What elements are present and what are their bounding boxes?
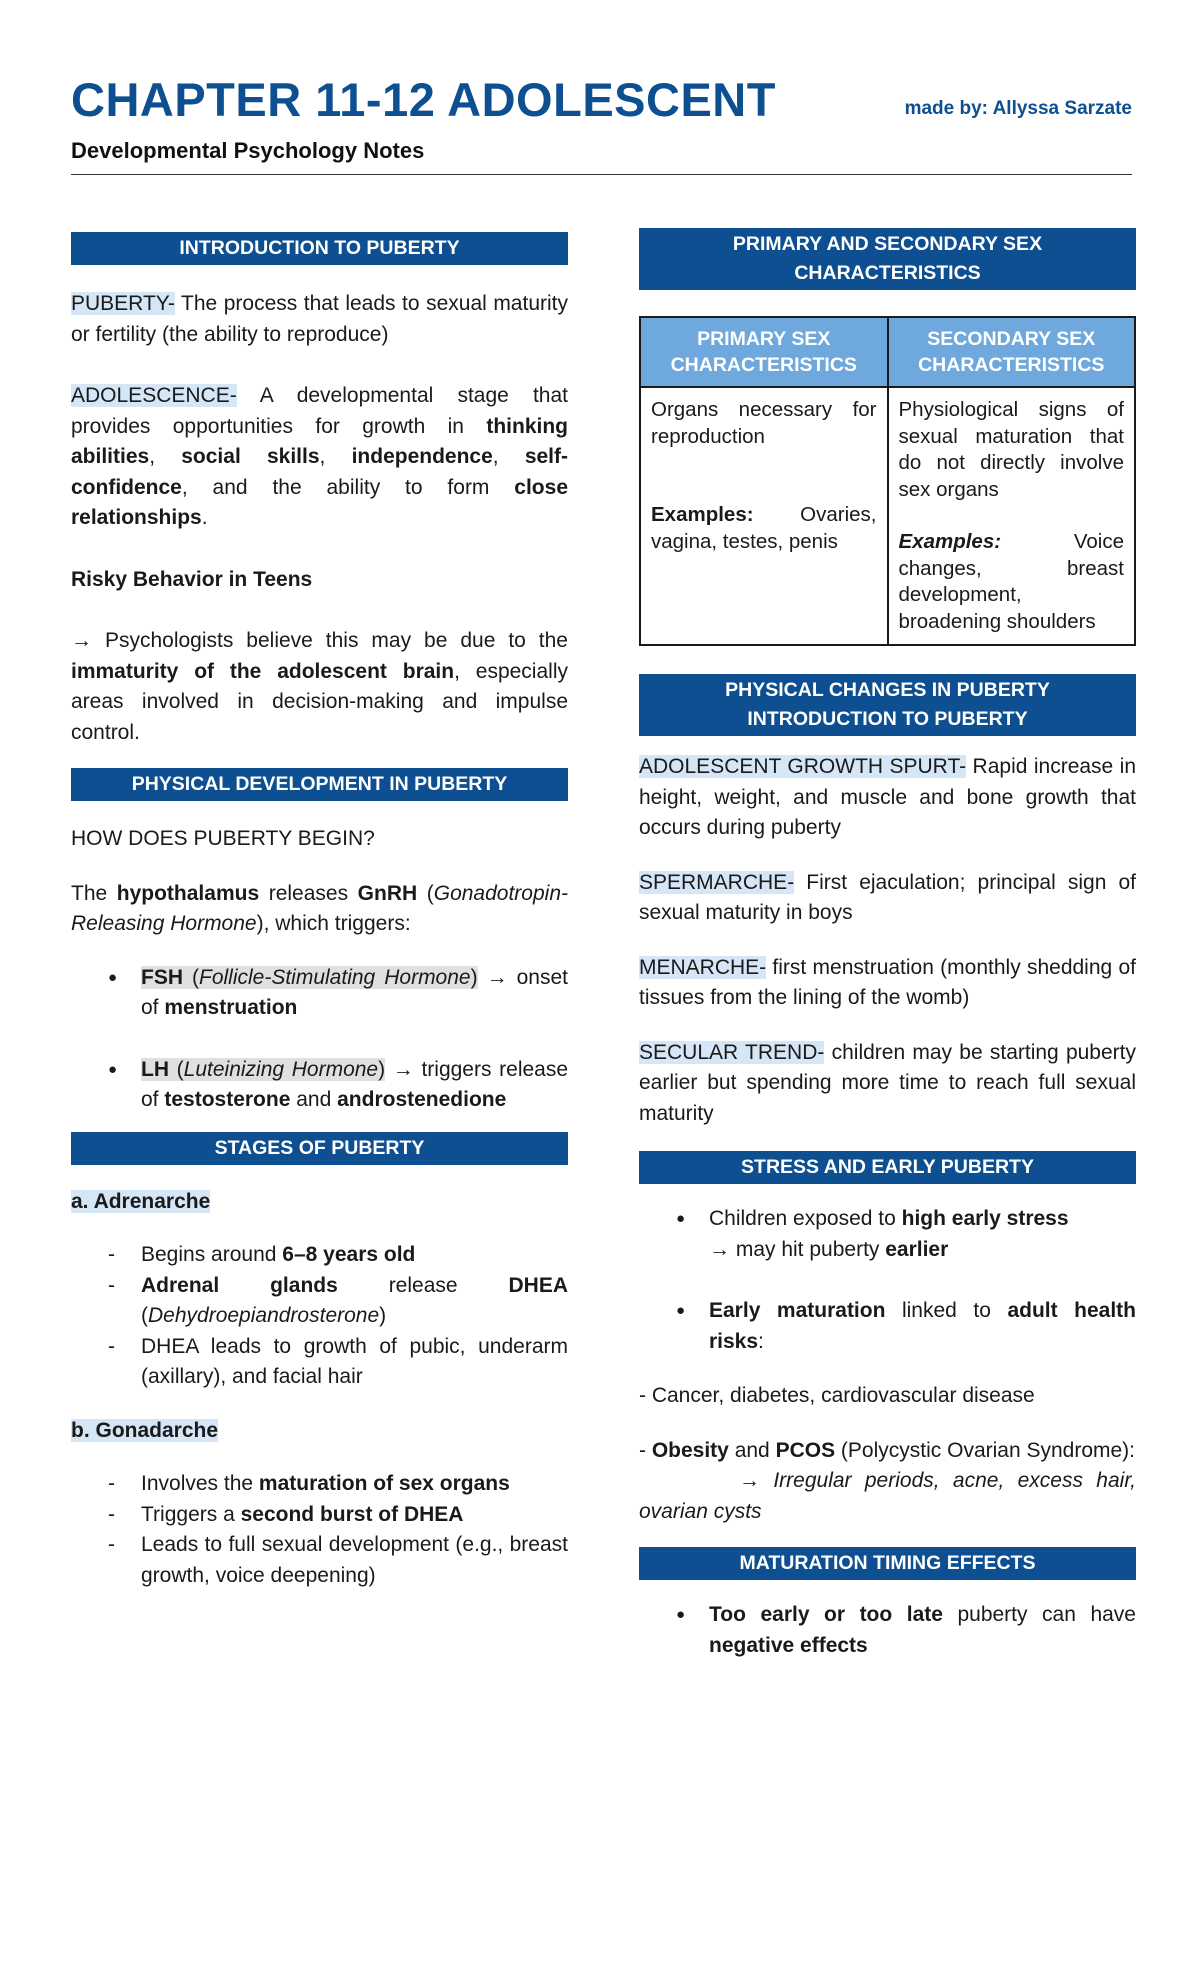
hypothalamus-text: The hypothalamus releases GnRH (Gonadotropin-Releasing Hormone), which triggers: [71, 881, 568, 935]
author-credit: made by: Allyssa Sarzate [904, 98, 1132, 119]
adolescence-definition: ADOLESCENCE- A developmental stage that provides opportunities for growth in thinking abilities, social skills, independence, self-confidence, and the ability to form close relationships. [71, 384, 569, 529]
hormone-list [71, 963, 568, 1116]
adrenarche-title: a. Adrenarche [71, 1189, 211, 1213]
list-item: - DHEA leads to growth of pubic, underarm (axillary), and facial hair [71, 1332, 568, 1393]
primary-column-header: PRIMARY SEX CHARACTERISTICS [640, 317, 888, 387]
timing-banner: MATURATION TIMING EFFECTS [639, 1547, 1136, 1580]
page-subtitle: Developmental Psychology Notes [71, 138, 425, 163]
physical-changes-banner: PHYSICAL CHANGES IN PUBERTY INTRODUCTION TO PUBERTY [639, 674, 1136, 736]
list-item: - Involves the maturation of sex organs [71, 1469, 568, 1500]
puberty-definition: PUBERTY- The process that leads to sexual maturity or fertility (the ability to reproduce) [71, 292, 568, 346]
stages-banner: STAGES OF PUBERTY [71, 1132, 568, 1165]
primary-cell: Organs necessary for reproduction Examples: Ovaries, vagina, testes, penis [640, 387, 888, 645]
health-risk-1: - Cancer, diabetes, cardiovascular disease [639, 1384, 1035, 1407]
list-item: ● Too early or too late puberty can have negative effects [639, 1600, 1136, 1661]
page-title: CHAPTER 11-12 ADOLESCENT [71, 73, 776, 126]
menarche-definition: MENARCHE- first menstruation (monthly shedding of tissues from the lining of the womb) [639, 955, 1136, 1009]
adrenarche-list [71, 1240, 568, 1393]
header-divider [71, 174, 1132, 175]
list-item: - Begins around 6–8 years old [71, 1240, 568, 1271]
growth-spurt-definition: ADOLESCENT GROWTH SPURT- Rapid increase in height, weight, and muscle and bone growth that occurs during puberty [639, 755, 1136, 839]
adolescence-term: ADOLESCENCE- [71, 384, 237, 407]
secondary-column-header: SECONDARY SEX CHARACTERISTICS [888, 317, 1136, 387]
risky-behavior-heading: Risky Behavior in Teens [71, 567, 313, 591]
lh-item: ● LH (Luteinizing Hormone) → triggers release of testosterone and androstenedione [71, 1055, 568, 1116]
stress-banner: STRESS AND EARLY PUBERTY [639, 1151, 1136, 1184]
list-item: - Adrenal glands release DHEA (Dehydroepiandrosterone) [71, 1271, 568, 1332]
list-item: ● Early maturation linked to adult health risks: [639, 1296, 1136, 1357]
timing-list [639, 1600, 1136, 1661]
sex-characteristics-banner: PRIMARY AND SECONDARY SEX CHARACTERISTICS [639, 228, 1136, 290]
gonadarche-title: b. Gonadarche [71, 1418, 219, 1442]
stress-list [639, 1204, 1136, 1357]
secondary-cell: Physiological signs of sexual maturation that do not directly involve sex organs Examples: Voice changes, breast development, broadening shoulders [888, 387, 1136, 645]
risky-behavior-text: → Psychologists believe this may be due to the immaturity of the adolescent brain, especially areas involved in decision-making and impulse control. [71, 629, 568, 744]
fsh-item: ● FSH (Follicle-Stimulating Hormone) → onset of menstruation [71, 963, 568, 1024]
sex-characteristics-table [639, 316, 1136, 646]
physical-development-banner: PHYSICAL DEVELOPMENT IN PUBERTY [71, 768, 568, 801]
right-column [639, 228, 1136, 1661]
spermarche-definition: SPERMARCHE- First ejaculation; principal sign of sexual maturity in boys [639, 870, 1136, 924]
puberty-term: PUBERTY- [71, 292, 175, 315]
gonadarche-list [71, 1469, 568, 1591]
list-item: - Triggers a second burst of DHEA [71, 1500, 568, 1531]
how-puberty-begins-heading: HOW DOES PUBERTY BEGIN? [71, 827, 375, 850]
health-risk-2: - Obesity and PCOS (Polycystic Ovarian Syndrome): → Irregular periods, acne, excess hair, ovarian cysts [639, 1438, 1136, 1523]
list-item: ● Children exposed to high early stress → may hit puberty earlier [639, 1204, 1136, 1265]
left-column [71, 232, 568, 1591]
list-item: - Leads to full sexual development (e.g., breast growth, voice deepening) [71, 1530, 568, 1591]
secular-trend-definition: SECULAR TREND- children may be starting puberty earlier but spending more time to reach full sexual maturity [639, 1040, 1136, 1125]
intro-puberty-banner: INTRODUCTION TO PUBERTY [71, 232, 568, 265]
